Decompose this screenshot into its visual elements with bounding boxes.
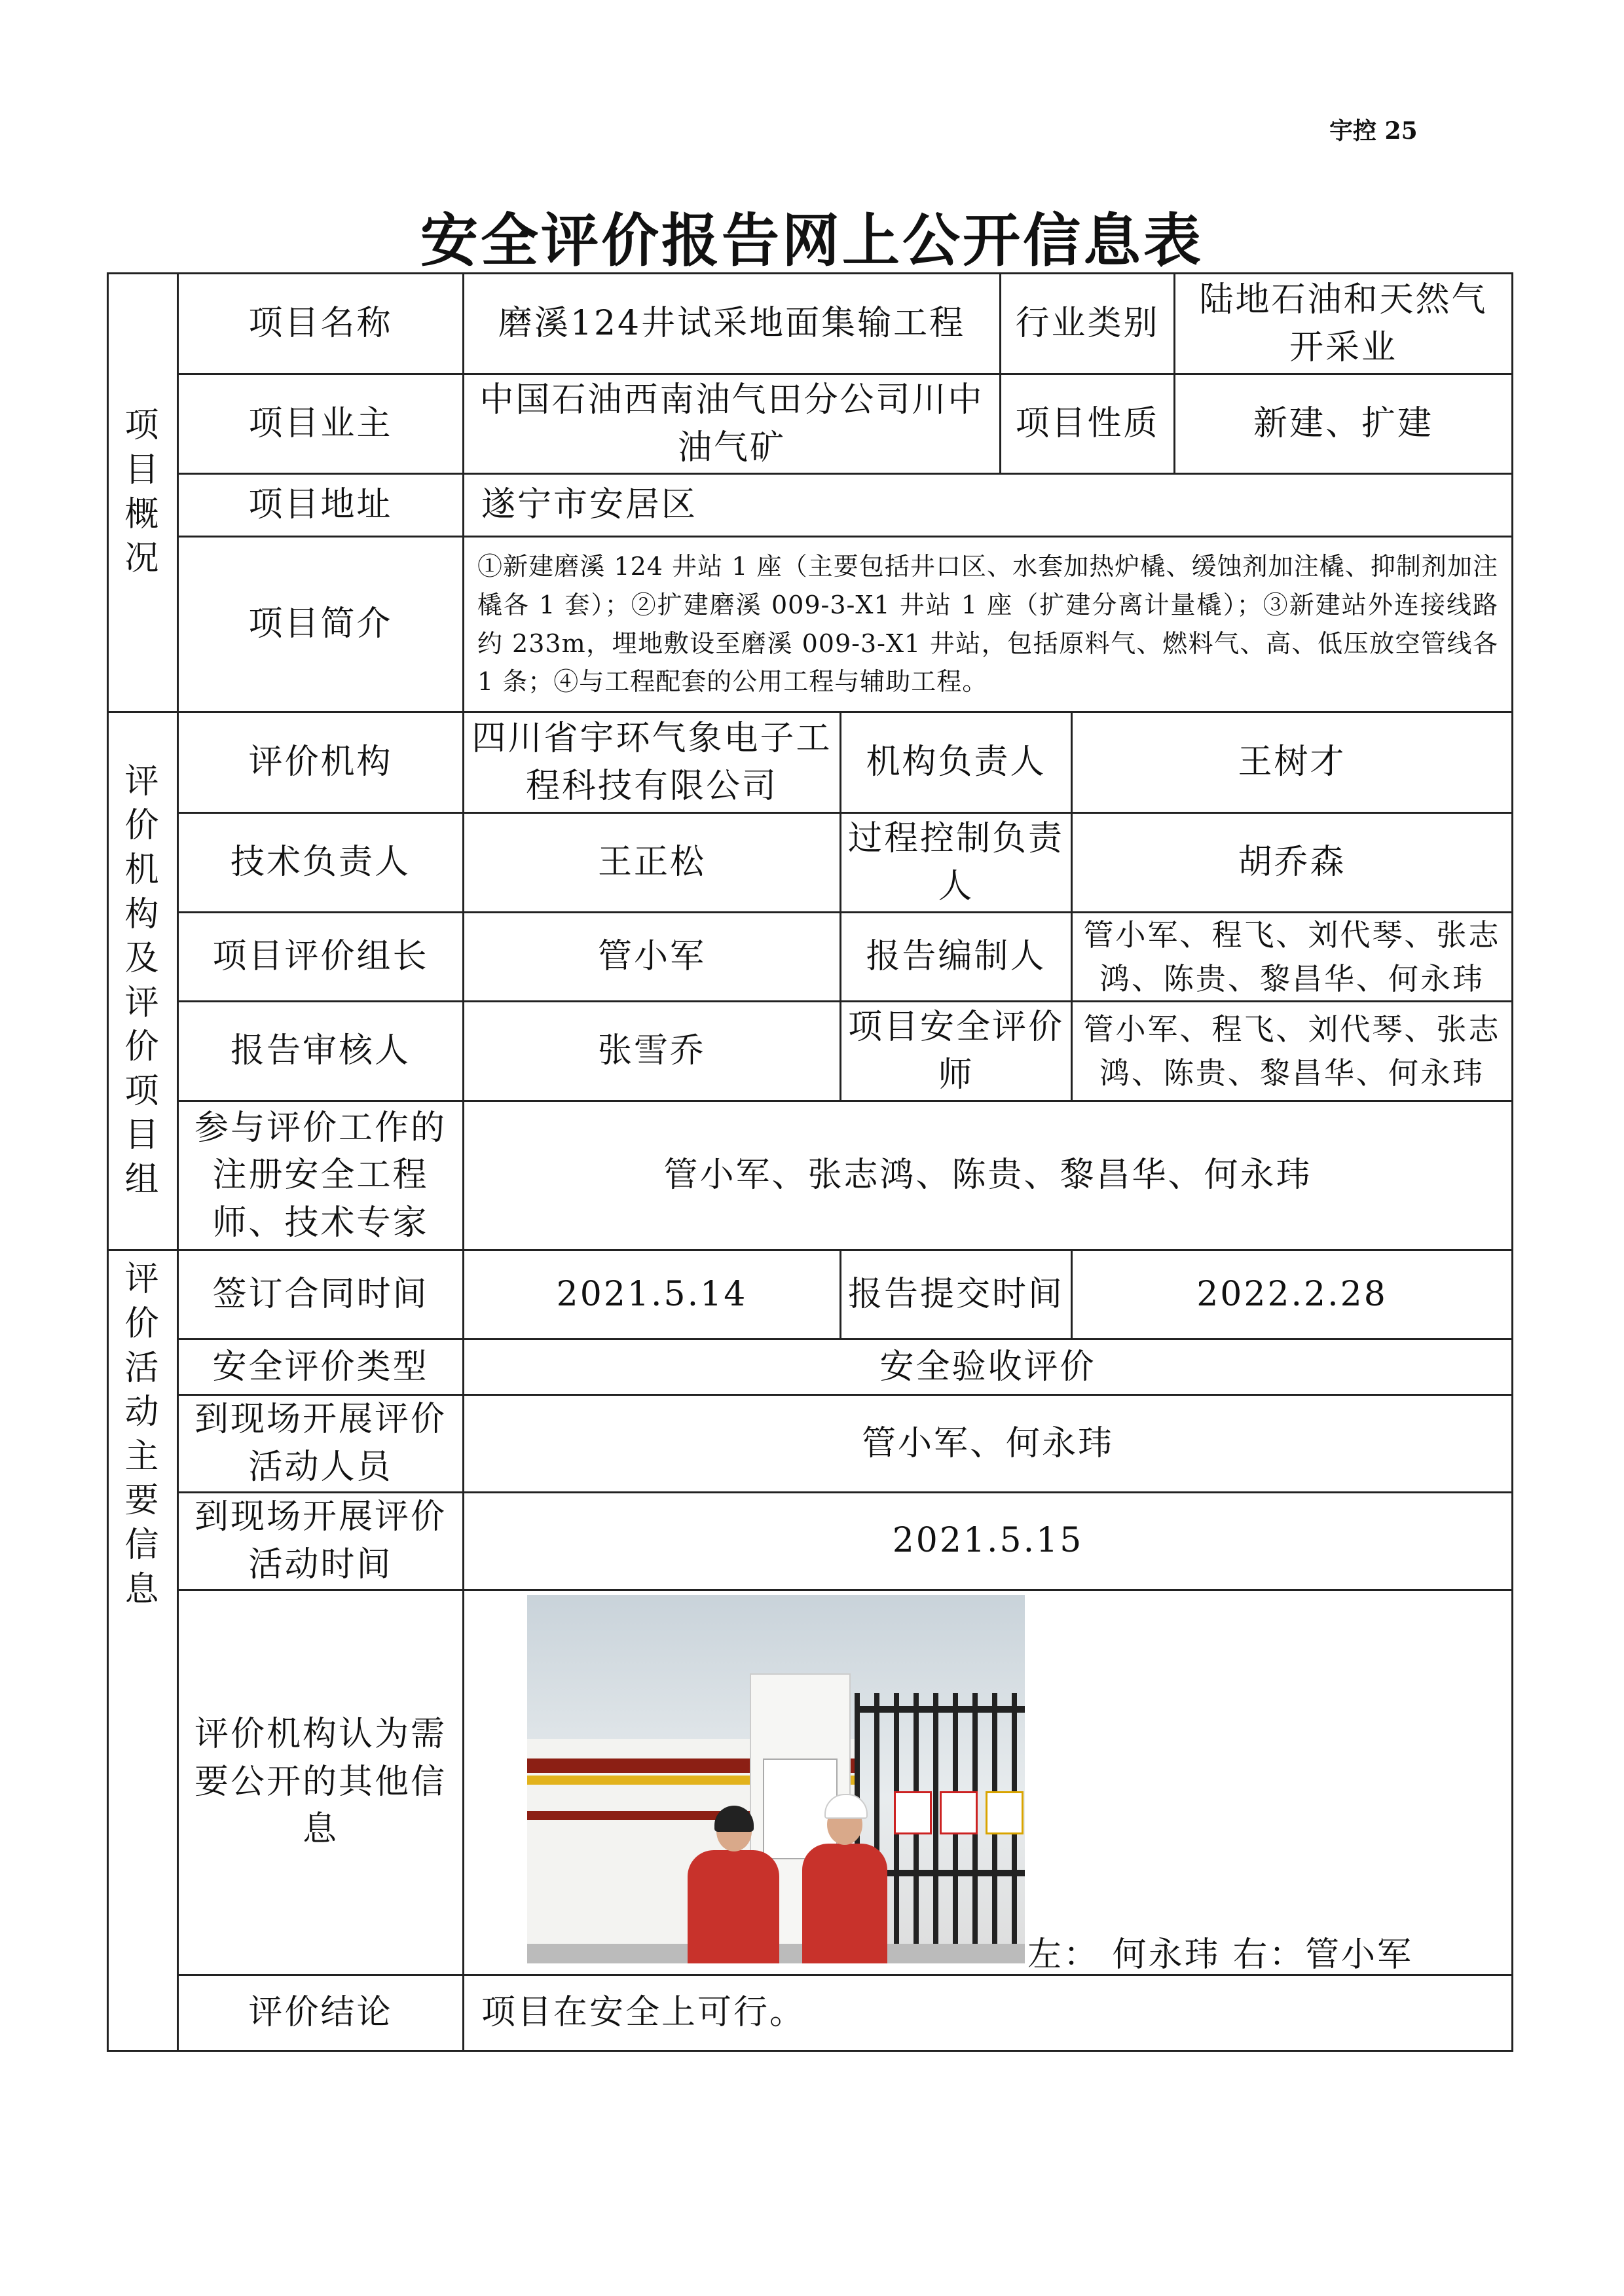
photo-gate-bar	[855, 1706, 1025, 1713]
info-table	[107, 272, 1513, 2052]
agency-head-value: 王树才	[1072, 712, 1513, 813]
page-number: 宇控 25	[1329, 117, 1418, 145]
team-leader-label: 项目评价组长	[178, 913, 464, 1002]
project-name-value: 磨溪124井试采地面集输工程	[464, 274, 1001, 374]
nature-value: 新建、扩建	[1175, 374, 1513, 474]
process-head-value: 胡乔森	[1072, 813, 1513, 913]
address-label: 项目地址	[178, 474, 464, 537]
tech-head-label: 技术负责人	[178, 813, 464, 913]
warning-sign-icon	[894, 1791, 932, 1834]
agency-value: 四川省宇环气象电子工程科技有限公司	[464, 712, 841, 813]
summary-value: ①新建磨溪 124 井站 1 座（主要包括井口区、水套加热炉橇、缓蚀剂加注橇、抑制剂加注橇各 1 套）；②扩建磨溪 009-3-X1 井站 1 座（扩建分离计量橇）；③新建站外连接线路约 233m，埋地敷设至磨溪 009-3-X1 井站，包括原料气、燃料气、高、低压放空管线各 1 条；④与工程配套的公用工程与辅助工程。	[464, 537, 1513, 712]
site-photo	[527, 1595, 1025, 1963]
nature-label: 项目性质	[1001, 374, 1175, 474]
contract-date-label: 签订合同时间	[178, 1250, 464, 1339]
project-name-label: 项目名称	[178, 274, 464, 374]
agency-head-label: 机构负责人	[841, 712, 1072, 813]
conclusion-value: 项目在安全上可行。	[464, 1975, 1513, 2050]
process-head-label: 过程控制负责人	[841, 813, 1072, 913]
assessor-label: 项目安全评价师	[841, 1002, 1072, 1101]
person-left	[688, 1850, 779, 1963]
owner-label: 项目业主	[178, 374, 464, 474]
site-staff-value: 管小军、何永玮	[464, 1395, 1513, 1493]
type-value: 安全验收评价	[464, 1339, 1513, 1395]
person-right	[802, 1844, 887, 1963]
section-org-label: 评价机构及评价项目组	[108, 712, 178, 1250]
team-leader-value: 管小军	[464, 913, 841, 1002]
engineers-label: 参与评价工作的注册安全工程师、技术专家	[178, 1101, 464, 1250]
other-info-cell	[464, 1590, 1513, 1975]
warning-sign-icon	[940, 1791, 978, 1834]
submit-date-label: 报告提交时间	[841, 1250, 1072, 1339]
report-author-label: 报告编制人	[841, 913, 1072, 1002]
site-date-value: 2021.5.15	[464, 1492, 1513, 1590]
page-title: 安全评价报告网上公开信息表	[420, 207, 1204, 274]
type-label: 安全评价类型	[178, 1339, 464, 1395]
contract-date-value: 2021.5.14	[464, 1250, 841, 1339]
industry-label: 行业类别	[1001, 274, 1175, 374]
conclusion-label: 评价结论	[178, 1975, 464, 2050]
reviewer-value: 张雪乔	[464, 1002, 841, 1101]
site-date-label: 到现场开展评价活动时间	[178, 1492, 464, 1590]
reviewer-label: 报告审核人	[178, 1002, 464, 1101]
report-authors-value: 管小军、程飞、刘代琴、张志鸿、陈贵、黎昌华、何永玮	[1072, 913, 1513, 1002]
section-overview-label: 项目概况	[108, 274, 178, 712]
tech-head-value: 王正松	[464, 813, 841, 913]
engineers-value: 管小军、张志鸿、陈贵、黎昌华、何永玮	[464, 1101, 1513, 1250]
owner-value: 中国石油西南油气田分公司川中油气矿	[464, 374, 1001, 474]
photo-caption: 左： 何永玮 右：管小军	[1027, 1935, 1414, 1975]
summary-label: 项目简介	[178, 537, 464, 712]
warning-sign-icon	[986, 1791, 1024, 1834]
section-activity-label: 评价活动主要信息	[108, 1250, 178, 2050]
assessors-value: 管小军、程飞、刘代琴、张志鸿、陈贵、黎昌华、何永玮	[1072, 1002, 1513, 1101]
submit-date-value: 2022.2.28	[1072, 1250, 1513, 1339]
other-info-label: 评价机构认为需要公开的其他信息	[178, 1590, 464, 1975]
industry-value: 陆地石油和天然气开采业	[1175, 274, 1513, 374]
site-staff-label: 到现场开展评价活动人员	[178, 1395, 464, 1493]
agency-label: 评价机构	[178, 712, 464, 813]
address-value: 遂宁市安居区	[464, 474, 1513, 537]
